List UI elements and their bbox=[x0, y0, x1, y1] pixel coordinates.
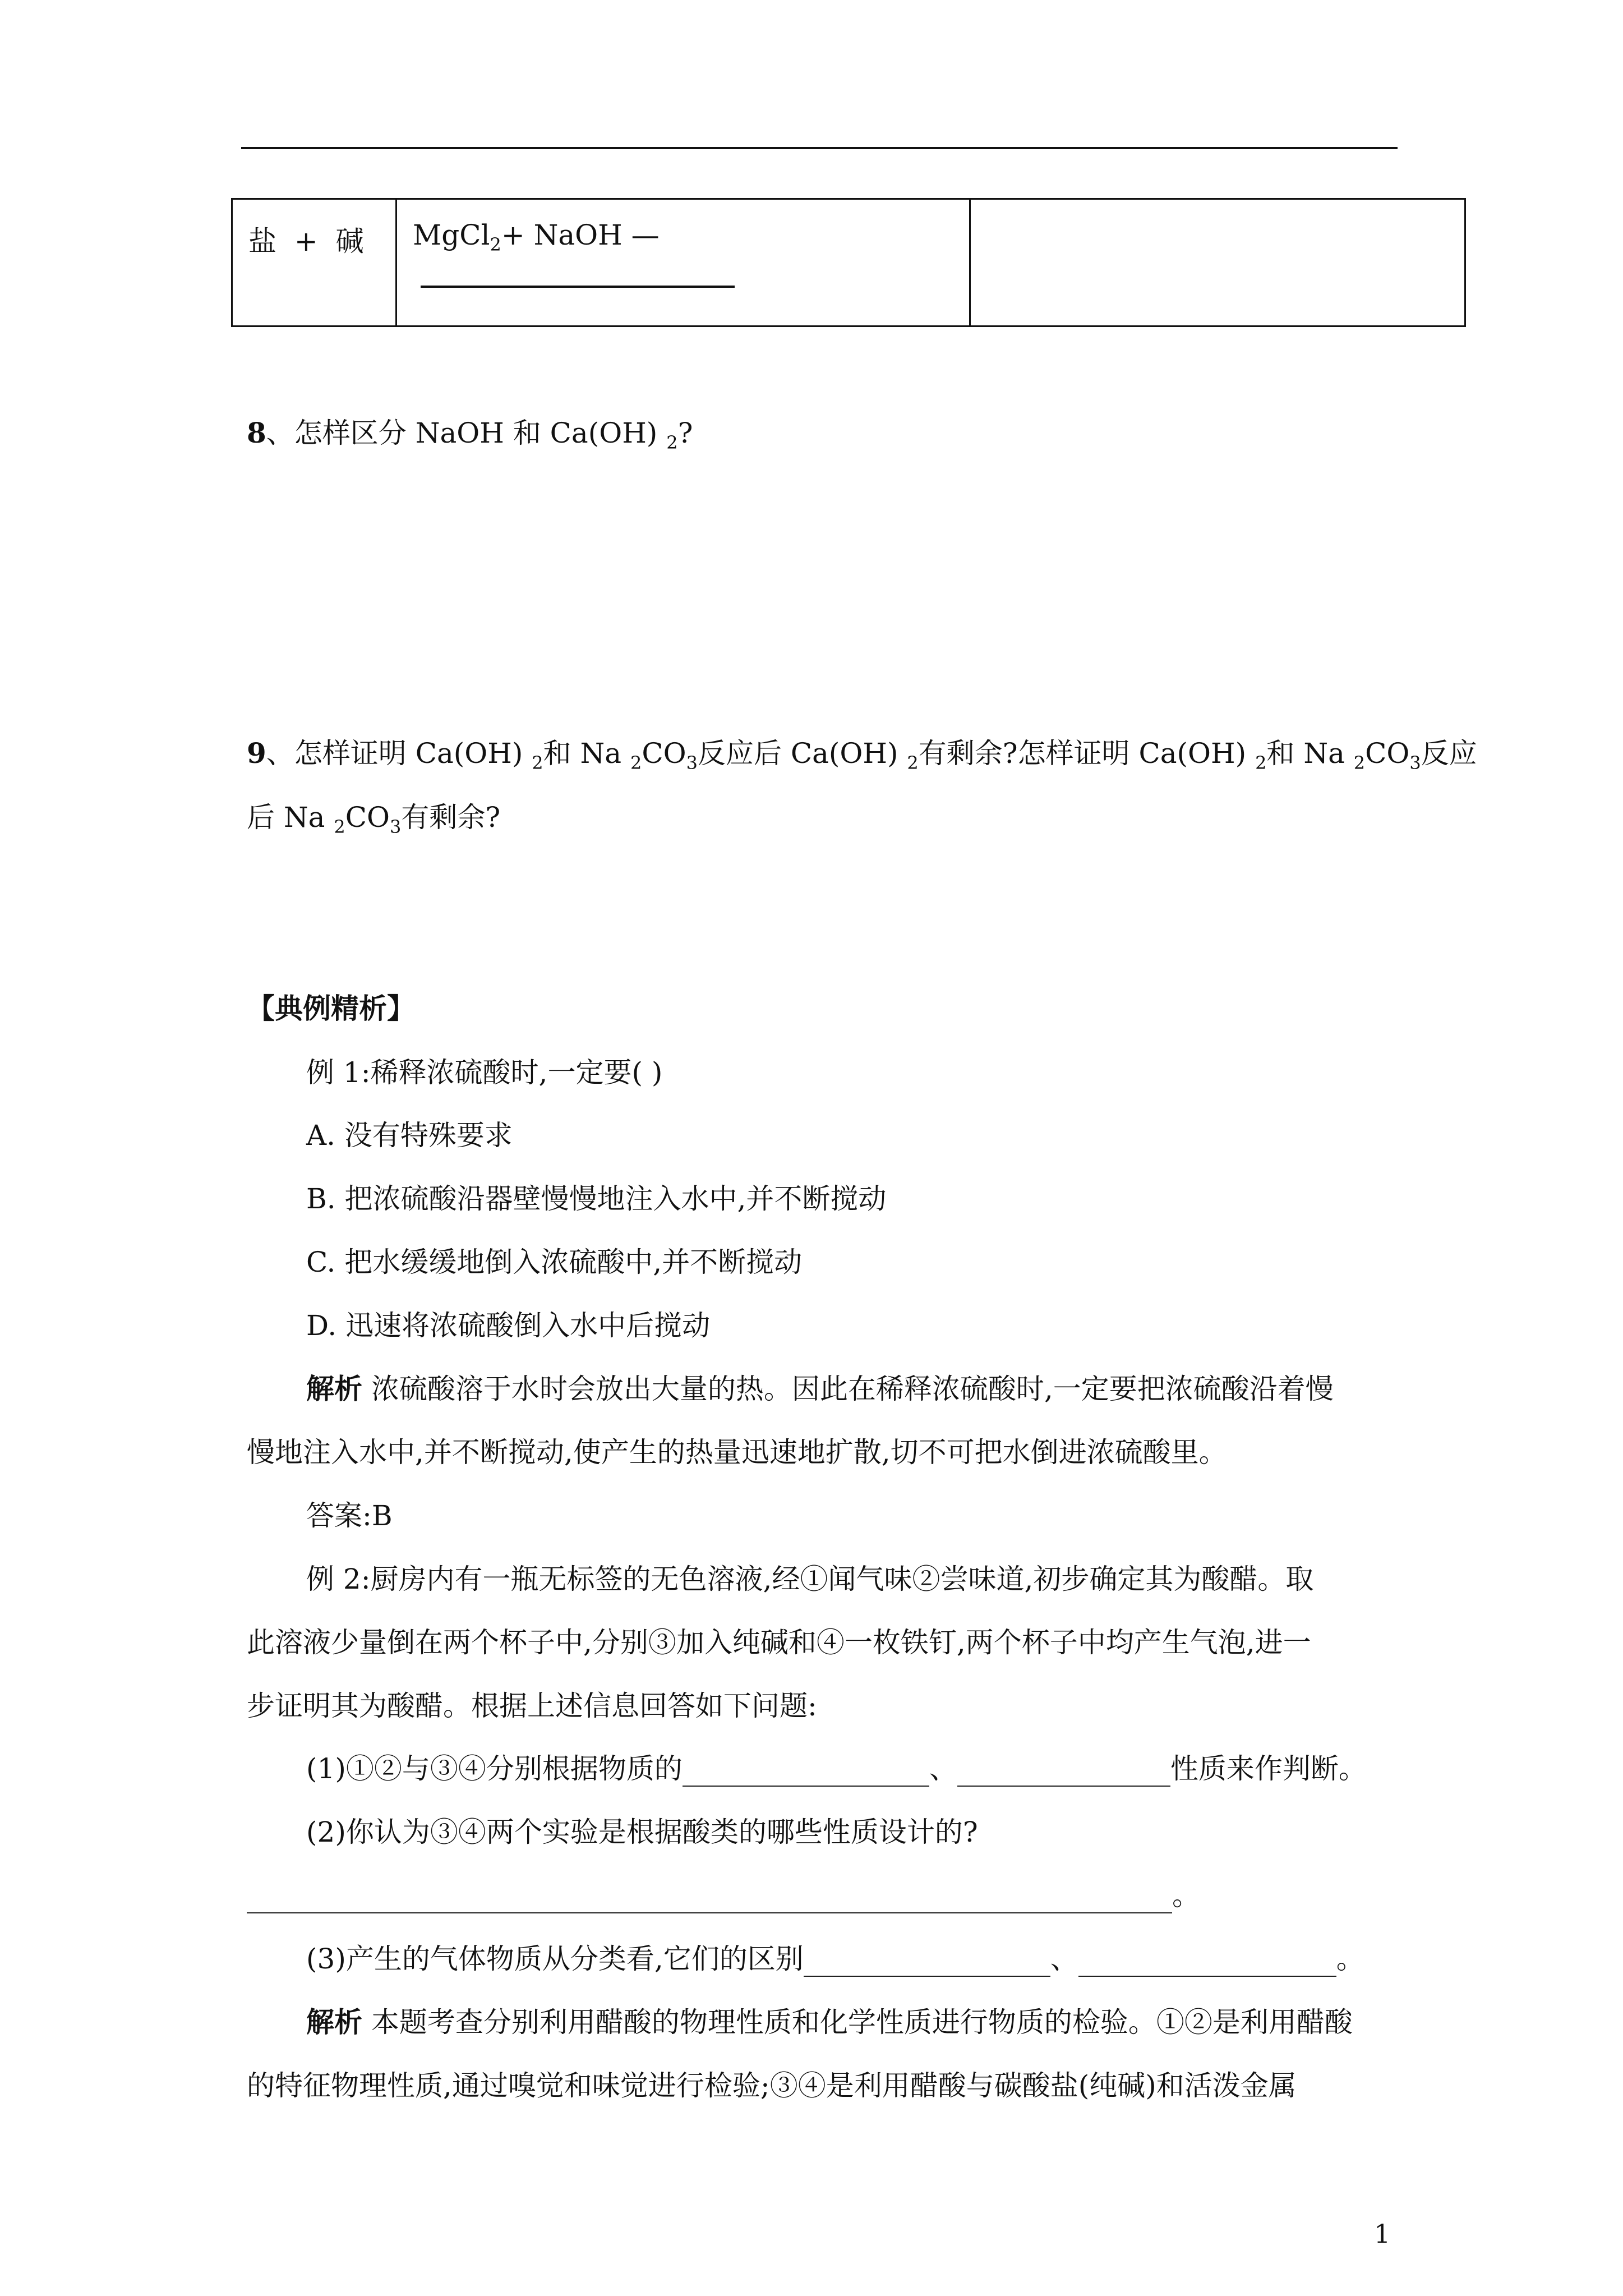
example-2-part-1: (1)①②与③④分别根据物质的 、 性质来作判断。 bbox=[306, 1746, 1367, 1787]
example-1-option-a: A. 没有特殊要求 bbox=[306, 1119, 513, 1152]
equation-answer-blank[interactable] bbox=[421, 259, 735, 288]
reaction-category: 盐 + 碱 bbox=[232, 199, 396, 326]
page-number: 1 bbox=[1374, 2219, 1391, 2249]
question-8: 8、怎样区分 NaOH 和 Ca(OH) $_2$? bbox=[247, 416, 693, 453]
example-2-line-2: 此溶液少量倒在两个杯子中,分别③加入纯碱和④一枚铁钉,两个杯子中均产生气泡,进一 bbox=[247, 1626, 1311, 1659]
reaction-notes-cell[interactable] bbox=[970, 199, 1465, 326]
analysis-label: 解析 bbox=[306, 2005, 362, 2039]
section-title: 【典例精析】 bbox=[247, 992, 415, 1025]
example-2-line-3: 步证明其为酸醋。根据上述信息回答如下问题: bbox=[247, 1690, 817, 1722]
table-row bbox=[232, 199, 1465, 326]
reaction-table bbox=[231, 198, 1466, 327]
answer-blank[interactable] bbox=[683, 1763, 929, 1787]
example-1-analysis-line-1: 解析 浓硫酸溶于水时会放出大量的热。因此在稀释浓硫酸时,一定要把浓硫酸沿着慢 bbox=[306, 1372, 1334, 1405]
example-1-stem: 例 1:稀释浓硫酸时,一定要( ) bbox=[306, 1056, 663, 1089]
example-2-part-3: (3)产生的气体物质从分类看,它们的区别 、 。 bbox=[306, 1936, 1364, 1977]
reaction-equation: MgCl$_2$+ NaOH — bbox=[396, 199, 970, 326]
example-1-answer: 答案:B bbox=[306, 1499, 393, 1532]
example-1-analysis-line-2: 慢地注入水中,并不断搅动,使产生的热量迅速地扩散,切不可把水倒进浓硫酸里。 bbox=[247, 1436, 1227, 1469]
example-1-option-c: C. 把水缓缓地倒入浓硫酸中,并不断搅动 bbox=[306, 1246, 803, 1278]
question-9-line-2: 后 Na $_2CO_3$有剩余? bbox=[247, 801, 501, 838]
answer-blank[interactable] bbox=[1078, 1953, 1336, 1977]
example-2-analysis-line-1: 解析 本题考查分别利用醋酸的物理性质和化学性质进行物质的检验。①②是利用醋酸 bbox=[306, 2005, 1353, 2039]
answer-blank[interactable] bbox=[804, 1953, 1050, 1977]
header-rule bbox=[241, 147, 1398, 149]
example-2-part-2-answer: 。 bbox=[247, 1873, 1200, 1913]
example-1-option-d: D. 迅速将浓硫酸倒入水中后搅动 bbox=[306, 1309, 711, 1342]
example-2-part-2: (2)你认为③④两个实验是根据酸类的哪些性质设计的? bbox=[306, 1816, 978, 1848]
example-2-analysis-line-2: 的特征物理性质,通过嗅觉和味觉进行检验;③④是利用醋酸与碳酸盐(纯碱)和活泼金属 bbox=[247, 2069, 1297, 2102]
question-9-line-1: 9、怎样证明 Ca(OH) $_2$和 Na $_2CO_3$反应后 Ca(OH) $_2$有剩余?怎样证明 Ca(OH) $_2$和 Na $_2CO_3$反应 bbox=[247, 737, 1477, 774]
answer-blank[interactable] bbox=[957, 1763, 1170, 1787]
example-2-line-1: 例 2:厨房内有一瓶无标签的无色溶液,经①闻气味②尝味道,初步确定其为酸醋。取 bbox=[306, 1563, 1314, 1595]
example-1-option-b: B. 把浓硫酸沿器壁慢慢地注入水中,并不断搅动 bbox=[306, 1182, 887, 1215]
analysis-label: 解析 bbox=[306, 1372, 362, 1405]
answer-blank[interactable] bbox=[247, 1890, 1172, 1913]
